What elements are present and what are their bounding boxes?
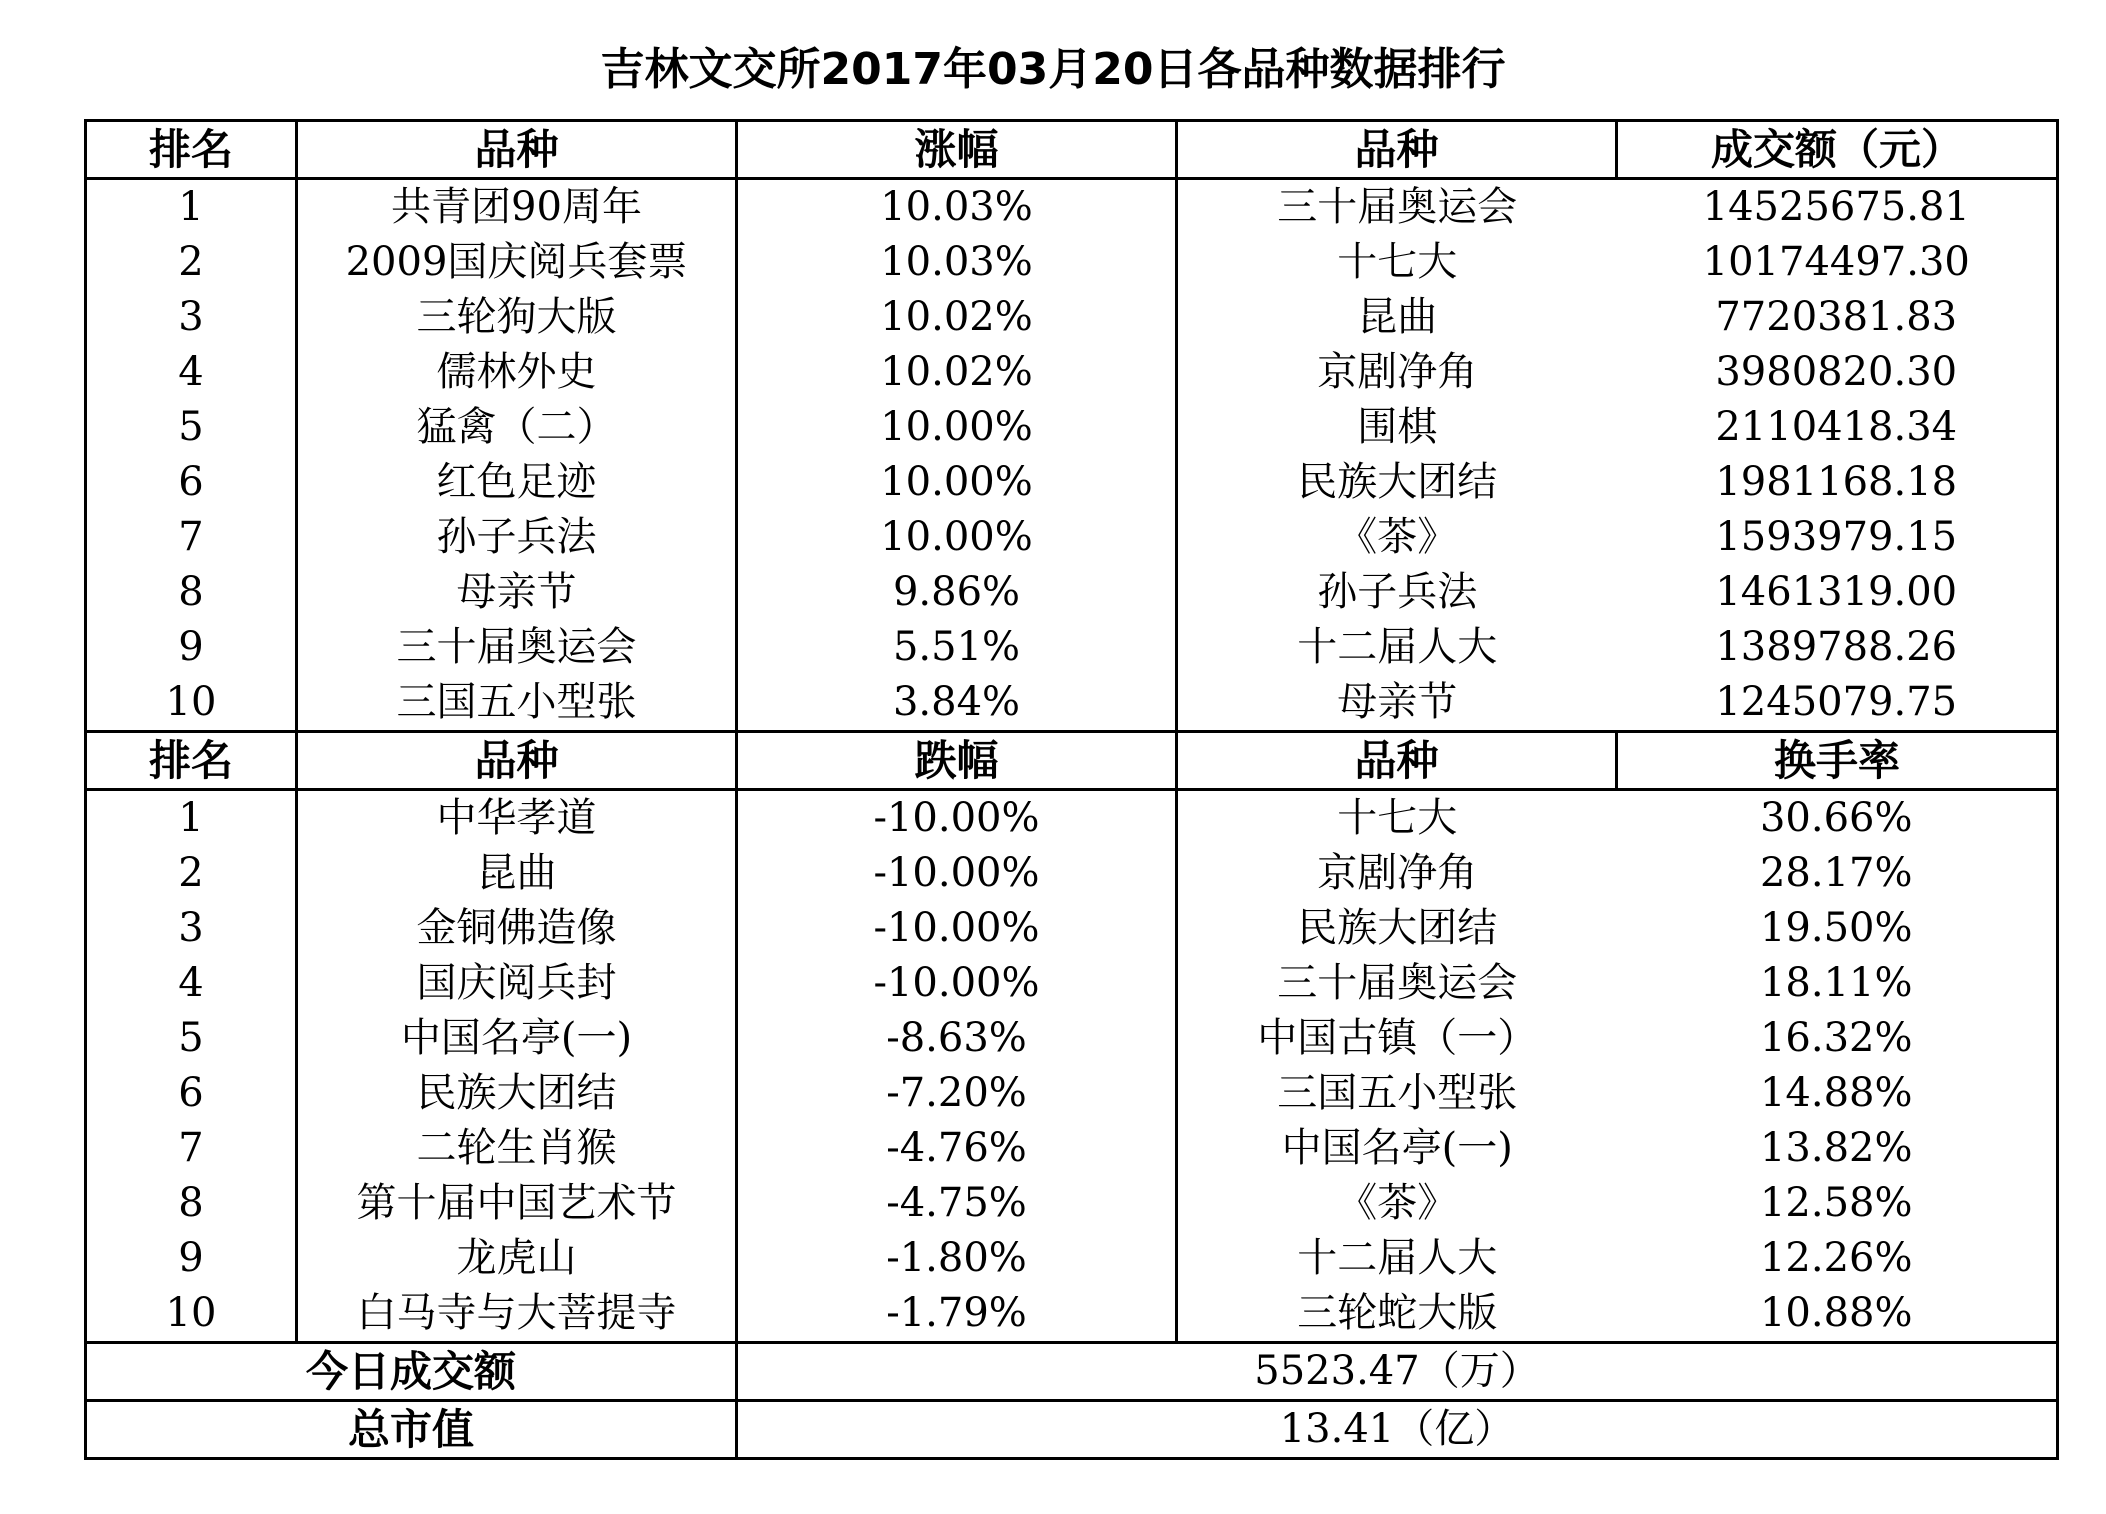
loss-header-row [86, 732, 2058, 790]
pct-cell: -4.76% [737, 1121, 1177, 1176]
name2-cell: 十二届人大 [1297, 624, 1498, 670]
pct-cell: 10.02% [737, 345, 1177, 400]
pct-cell: 9.86% [737, 565, 1177, 620]
rank-cell: 6 [86, 455, 297, 510]
value-cell: 2110418.34 [1617, 400, 2058, 455]
name-cell: 第十届中国艺术节 [356, 1180, 677, 1226]
gain-table-row [86, 400, 2058, 455]
rank-cell: 4 [86, 345, 297, 400]
name2-cell: 围棋 [1357, 404, 1438, 450]
value-cell: 28.17% [1617, 846, 2058, 901]
value-cell: 1245079.75 [1617, 675, 2058, 732]
pct-cell: 10.00% [737, 400, 1177, 455]
pct-cell: 10.03% [737, 235, 1177, 290]
name-cell: 母亲节 [456, 569, 577, 615]
header-gain: 涨幅 [737, 121, 1177, 179]
rank-cell: 2 [86, 846, 297, 901]
pct-cell: 10.02% [737, 290, 1177, 345]
name2-cell: 三国五小型张 [1277, 1070, 1518, 1116]
pct-cell: 3.84% [737, 675, 1177, 732]
pct-cell: -8.63% [737, 1011, 1177, 1066]
value-cell: 10174497.30 [1617, 235, 2058, 290]
loss-table-row [86, 790, 2058, 847]
header-loss: 跌幅 [737, 732, 1177, 790]
pct-cell: -10.00% [737, 901, 1177, 956]
name2-cell: 昆曲 [1357, 294, 1438, 340]
pct-cell: 5.51% [737, 620, 1177, 675]
gain-table-row [86, 510, 2058, 565]
pct-cell: -1.79% [737, 1286, 1177, 1343]
rank-cell: 7 [86, 1121, 297, 1176]
pct-cell: -10.00% [737, 846, 1177, 901]
name-cell: 儒林外史 [436, 349, 597, 395]
header-rank: 排名 [86, 732, 297, 790]
loss-table-row [86, 1231, 2058, 1286]
name-cell: 2009国庆阅兵套票 [345, 239, 688, 285]
rank-cell: 4 [86, 956, 297, 1011]
header-name-2: 品种 [1177, 732, 1617, 790]
rank-cell: 1 [86, 179, 297, 236]
gain-table-row [86, 675, 2058, 732]
rank-cell: 7 [86, 510, 297, 565]
value-cell: 18.11% [1617, 956, 2058, 1011]
summary-row-market-cap [86, 1401, 2058, 1459]
pct-cell: 10.00% [737, 510, 1177, 565]
value-cell: 1981168.18 [1617, 455, 2058, 510]
name-cell: 昆曲 [476, 850, 557, 896]
loss-table-row [86, 901, 2058, 956]
pct-cell: 10.03% [737, 179, 1177, 236]
name2-cell: 《茶》 [1337, 514, 1458, 560]
header-name: 品种 [297, 732, 737, 790]
name2-cell: 民族大团结 [1297, 459, 1498, 505]
name2-cell: 京剧净角 [1317, 850, 1478, 896]
rank-cell: 9 [86, 1231, 297, 1286]
rank-cell: 10 [86, 1286, 297, 1343]
name2-cell: 京剧净角 [1317, 349, 1478, 395]
name-cell: 龙虎山 [456, 1235, 577, 1281]
value-cell: 3980820.30 [1617, 345, 2058, 400]
ranking-table [84, 119, 2059, 1460]
market-cap-label: 总市值 [86, 1401, 737, 1459]
name2-cell: 民族大团结 [1297, 905, 1498, 951]
name-cell: 三国五小型张 [297, 675, 737, 732]
name-cell: 白马寺与大菩提寺 [297, 1286, 737, 1343]
name2-cell: 三十届奥运会 [1277, 960, 1518, 1006]
header-name: 品种 [297, 121, 737, 179]
value-cell: 14525675.81 [1617, 179, 2058, 236]
name2-cell: 中国古镇（一） [1257, 1015, 1538, 1061]
loss-table-row [86, 1176, 2058, 1231]
gain-table-row [86, 565, 2058, 620]
header-turnover-rate: 换手率 [1617, 732, 2058, 790]
loss-table-row [86, 1011, 2058, 1066]
name2-cell: 母亲节 [1177, 675, 1617, 732]
value-cell: 13.82% [1617, 1121, 2058, 1176]
gain-table-row [86, 620, 2058, 675]
loss-table-row [86, 1121, 2058, 1176]
name-cell: 三轮狗大版 [416, 294, 617, 340]
pct-cell: -7.20% [737, 1066, 1177, 1121]
value-cell: 7720381.83 [1617, 290, 2058, 345]
gain-table-row [86, 235, 2058, 290]
gain-table-row [86, 345, 2058, 400]
pct-cell: -10.00% [737, 956, 1177, 1011]
name2-cell: 孙子兵法 [1317, 569, 1478, 615]
page-title: 吉林文交所2017年03月20日各品种数据排行 [600, 44, 1506, 95]
pct-cell: 10.00% [737, 455, 1177, 510]
rank-cell: 2 [86, 235, 297, 290]
market-cap-value: 13.41（亿） [737, 1401, 2058, 1459]
pct-cell: -1.80% [737, 1231, 1177, 1286]
gain-header-row [86, 121, 2058, 179]
rank-cell: 5 [86, 400, 297, 455]
value-cell: 16.32% [1617, 1011, 2058, 1066]
rank-cell: 1 [86, 790, 297, 847]
name-cell: 民族大团结 [416, 1070, 617, 1116]
value-cell: 12.58% [1617, 1176, 2058, 1231]
rank-cell: 3 [86, 290, 297, 345]
name-cell: 二轮生肖猴 [416, 1125, 617, 1171]
header-turnover: 成交额（元） [1617, 121, 2058, 179]
name-cell: 红色足迹 [436, 459, 597, 505]
loss-table-row [86, 1286, 2058, 1343]
rank-cell: 10 [86, 675, 297, 732]
name-cell: 孙子兵法 [436, 514, 597, 560]
value-cell: 30.66% [1617, 790, 2058, 847]
pct-cell: -4.75% [737, 1176, 1177, 1231]
name2-cell: 十七大 [1337, 795, 1458, 841]
name2-cell: 《茶》 [1337, 1180, 1458, 1226]
gain-table-row [86, 290, 2058, 345]
rank-cell: 5 [86, 1011, 297, 1066]
loss-table-row [86, 956, 2058, 1011]
pct-cell: -10.00% [737, 790, 1177, 847]
name2-cell: 三十届奥运会 [1277, 184, 1518, 230]
name-cell: 三十届奥运会 [396, 624, 637, 670]
header-name-2: 品种 [1177, 121, 1617, 179]
turnover-label: 今日成交额 [86, 1343, 737, 1401]
rank-cell: 6 [86, 1066, 297, 1121]
rank-cell: 8 [86, 1176, 297, 1231]
loss-table-row [86, 846, 2058, 901]
summary-row-turnover [86, 1343, 2058, 1401]
loss-table-row [86, 1066, 2058, 1121]
name-cell: 中国名亭(一) [400, 1015, 633, 1061]
name-cell: 中华孝道 [436, 795, 597, 841]
value-cell: 19.50% [1617, 901, 2058, 956]
rank-cell: 9 [86, 620, 297, 675]
name2-cell: 十七大 [1337, 239, 1458, 285]
name-cell: 金铜佛造像 [416, 905, 617, 951]
name2-cell: 三轮蛇大版 [1177, 1286, 1617, 1343]
gain-table-row [86, 455, 2058, 510]
value-cell: 1593979.15 [1617, 510, 2058, 565]
gain-table-row [86, 179, 2058, 236]
value-cell: 14.88% [1617, 1066, 2058, 1121]
name2-cell: 中国名亭(一) [1281, 1125, 1513, 1171]
value-cell: 12.26% [1617, 1231, 2058, 1286]
name2-cell: 十二届人大 [1297, 1235, 1498, 1281]
name-cell: 共青团90周年 [391, 184, 642, 230]
name-cell: 国庆阅兵封 [416, 960, 617, 1006]
value-cell: 10.88% [1617, 1286, 2058, 1343]
rank-cell: 3 [86, 901, 297, 956]
header-rank: 排名 [86, 121, 297, 179]
value-cell: 1389788.26 [1617, 620, 2058, 675]
value-cell: 1461319.00 [1617, 565, 2058, 620]
turnover-value: 5523.47（万） [737, 1343, 2058, 1401]
name-cell: 猛禽（二） [416, 404, 617, 450]
rank-cell: 8 [86, 565, 297, 620]
